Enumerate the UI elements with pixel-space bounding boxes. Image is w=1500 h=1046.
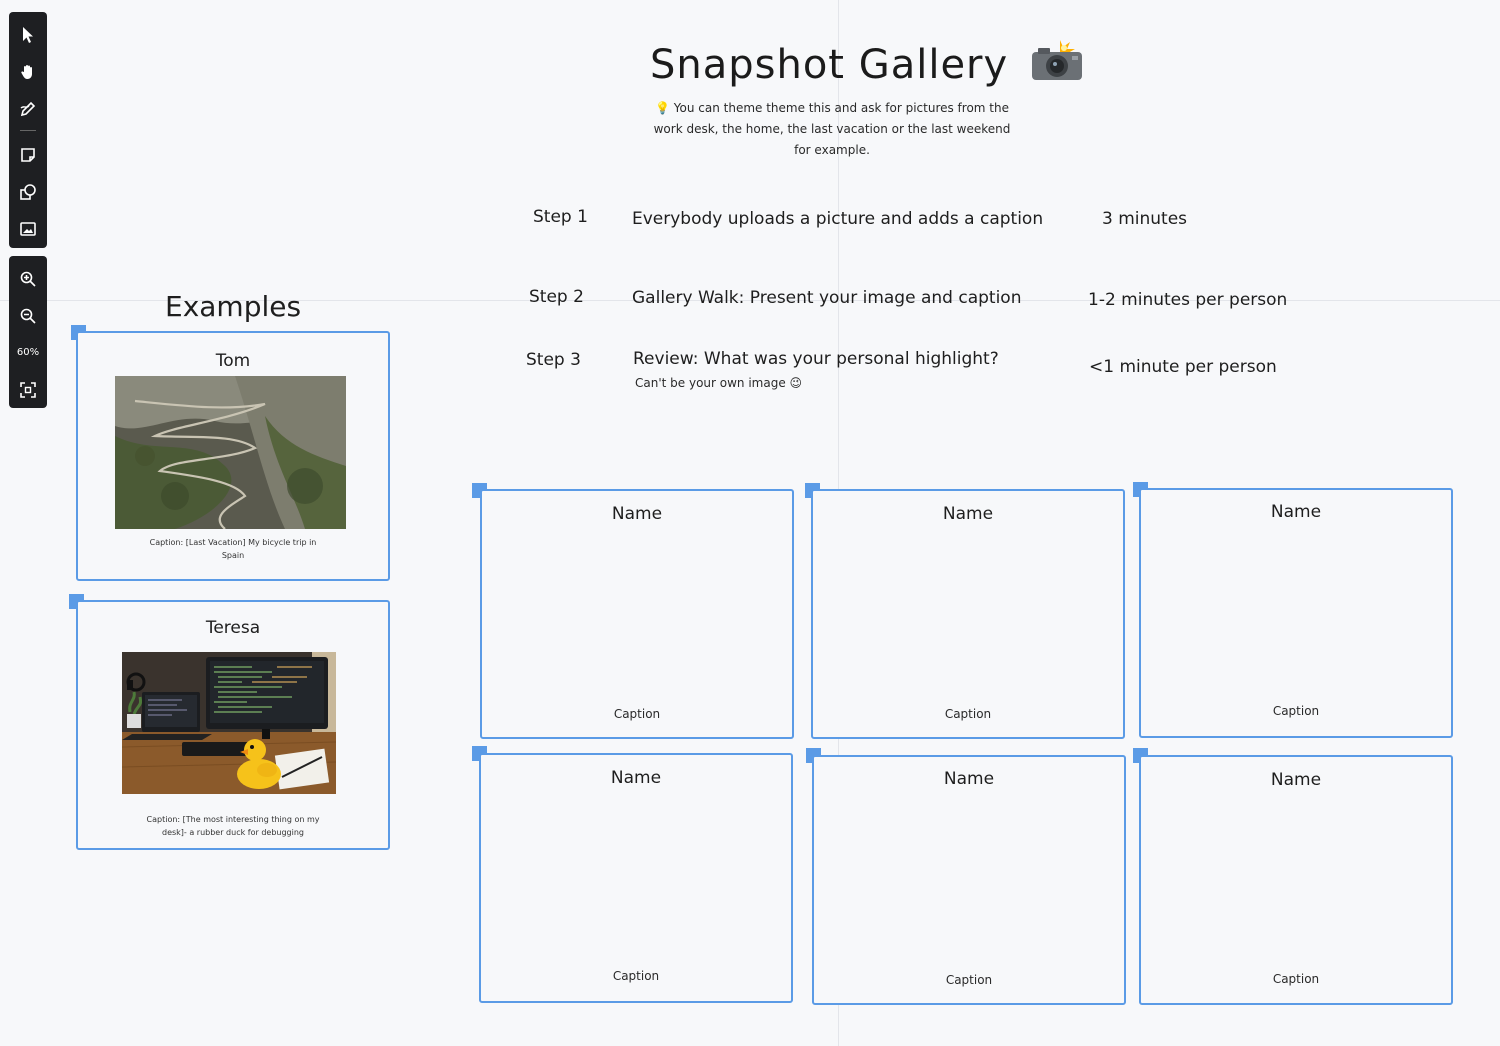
lightbulb-icon: 💡 [654, 101, 670, 115]
main-toolbar [9, 12, 47, 248]
image-tool[interactable] [9, 211, 47, 248]
gallery-frame-2[interactable] [811, 489, 1125, 739]
hand-icon [19, 63, 37, 81]
step-3-time: <1 minute per person [1089, 357, 1277, 377]
gallery-frame-6[interactable] [1139, 755, 1453, 1005]
zoom-out-icon [19, 307, 37, 325]
frame-name-placeholder: Name [942, 504, 994, 524]
frame-caption-placeholder: Caption [1272, 972, 1320, 986]
step-1-description: Everybody uploads a picture and adds a caption [632, 209, 1044, 229]
sticky-note-icon [19, 146, 37, 164]
frame-caption-placeholder: Caption [1272, 704, 1320, 718]
gallery-frame-3[interactable] [1139, 488, 1453, 738]
example-caption: Caption: [The most interesting thing on my desk]- a rubber duck for debugging [146, 815, 320, 837]
gallery-frame-4[interactable] [479, 753, 793, 1003]
step-3-label: Step 3 [526, 350, 581, 370]
example-frame-tom[interactable] [76, 331, 390, 581]
board-subtitle-text: You can theme theme this and ask for pictures from the work desk, the home, the last vacation or the last weekend for example. [653, 101, 1011, 157]
step-3-note: Can't be your own image 😉 [635, 376, 803, 390]
frame-caption-placeholder: Caption [612, 969, 660, 983]
board-title [650, 38, 1084, 92]
zoom-in-button[interactable] [9, 260, 47, 297]
example-name: Tom [215, 351, 251, 371]
fit-to-screen-button[interactable] [9, 371, 47, 408]
zoom-in-icon [19, 270, 37, 288]
frame-name-placeholder: Name [1270, 502, 1322, 522]
zoom-toolbar [9, 256, 47, 408]
frame-caption-placeholder: Caption [944, 707, 992, 721]
fit-screen-icon [19, 381, 37, 399]
frame-caption-placeholder: Caption [613, 707, 661, 721]
camera-flash-icon [1030, 38, 1084, 92]
mountain-road-photo [115, 376, 346, 529]
step-1-time: 3 minutes [1102, 209, 1188, 229]
shapes-tool[interactable] [9, 174, 47, 211]
board-title-text: Snapshot Gallery [650, 42, 1009, 88]
examples-title: Examples [165, 290, 302, 323]
zoom-out-button[interactable] [9, 297, 47, 334]
toolbar-separator [20, 130, 36, 131]
select-tool[interactable] [9, 16, 47, 53]
cursor-icon [19, 26, 37, 44]
desk-rubber-duck-photo [122, 652, 336, 794]
draw-tool[interactable] [9, 90, 47, 127]
step-2-description: Gallery Walk: Present your image and caption [632, 288, 1022, 308]
frame-name-placeholder: Name [1270, 770, 1322, 790]
example-frame-teresa[interactable] [76, 600, 390, 850]
pen-icon [19, 100, 37, 118]
image-icon [19, 220, 37, 238]
step-1-label: Step 1 [533, 207, 588, 227]
shapes-icon [19, 183, 37, 201]
zoom-level[interactable]: 60% [16, 347, 40, 358]
step-2-time: 1-2 minutes per person [1088, 290, 1288, 310]
frame-name-placeholder: Name [611, 504, 663, 524]
board-subtitle [652, 98, 1012, 161]
step-3-description: Review: What was your personal highlight? [633, 349, 999, 369]
frame-name-placeholder: Name [943, 769, 995, 789]
gallery-frame-5[interactable] [812, 755, 1126, 1005]
example-caption: Caption: [Last Vacation] My bicycle trip in Spain [149, 538, 317, 560]
gallery-frame-1[interactable] [480, 489, 794, 739]
sticky-note-tool[interactable] [9, 137, 47, 174]
example-name: Teresa [205, 618, 261, 638]
frame-name-placeholder: Name [610, 768, 662, 788]
step-2-label: Step 2 [529, 287, 584, 307]
hand-tool[interactable] [9, 53, 47, 90]
frame-caption-placeholder: Caption [945, 973, 993, 987]
